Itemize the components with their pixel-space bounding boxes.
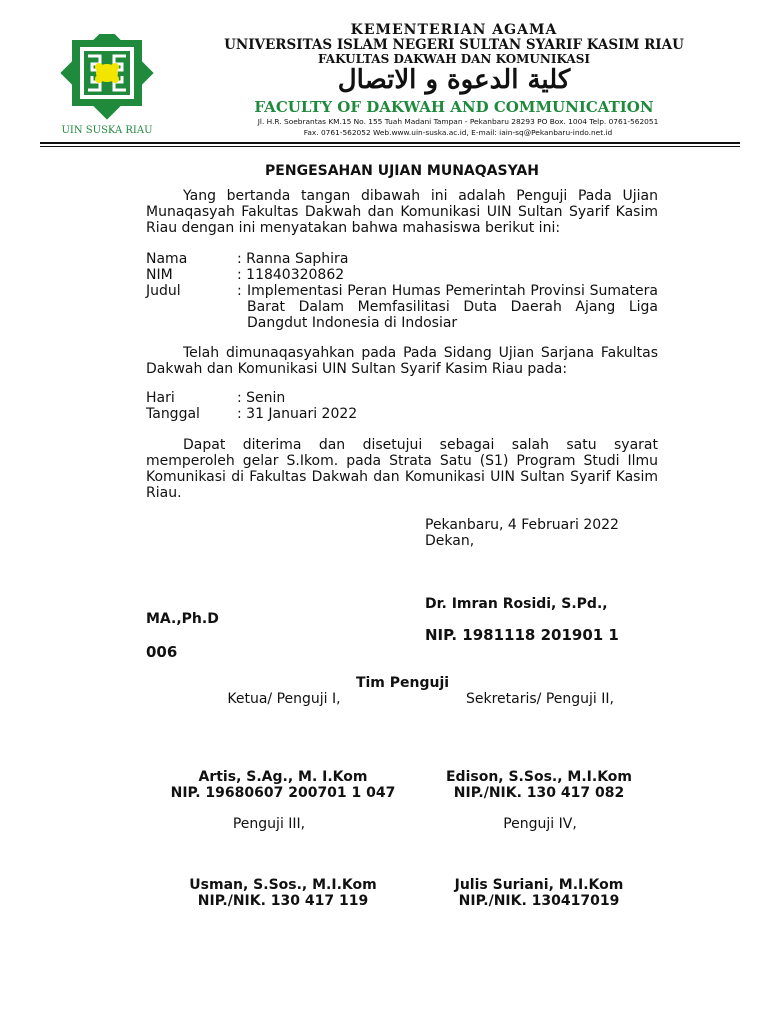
nim-label: NIM [146, 267, 173, 283]
examiner-2-role: Sekretaris/ Penguji II, [466, 691, 614, 707]
judul-colon: : [237, 283, 242, 299]
examiner-1-name: Artis, S.Ag., M. I.Kom [198, 769, 368, 785]
place-date: Pekanbaru, 4 Februari 2022 [425, 517, 619, 533]
faculty-name-en: FACULTY OF DAKWAH AND COMMUNICATION [254, 98, 654, 116]
nama-value: : Ranna Saphira [237, 251, 349, 267]
logo-caption: UIN SUSKA RIAU [61, 125, 153, 136]
dean-name: Dr. Imran Rosidi, S.Pd., [425, 596, 608, 612]
contact-line: Fax. 0761-562052 Web.www.uin-suska.ac.id, E-mail: iain-sq@Pekanbaru-indo.net.id [303, 128, 613, 137]
examiner-4-nip: NIP./NIK. 130417019 [458, 893, 620, 909]
intro-paragraph: Yang bertanda tangan dibawah ini adalah Penguji Pada Ujian Munaqasyah Fakultas Dakwah dan Komunikasi UIN Sultan Syarif Kasim Riau dengan ini menyatakan bahwa mahasiswa berikut ini: [146, 188, 658, 236]
address-line: Jl. H.R. Soebrantas KM.15 No. 155 Tuah Madani Tampan - Pekanbaru 28293 PO Box. 1004 Telp. 0761-562051 [257, 117, 659, 126]
faculty-name-ar: كلية الدعوة و الاتصال [337, 65, 571, 95]
nama-label: Nama [146, 251, 188, 267]
examiners-heading: Tim Penguji [355, 675, 450, 691]
judul-label: Judul [146, 283, 181, 299]
dean-name-cont: MA.,Ph.D [146, 611, 219, 627]
tanggal-value: : 31 Januari 2022 [237, 406, 358, 422]
examiner-2-name: Edison, S.Sos., M.I.Kom [445, 769, 633, 785]
dean-nip: NIP. 1981118 201901 1 [425, 626, 619, 644]
hari-value: : Senin [237, 390, 286, 406]
examiner-3-nip: NIP./NIK. 130 417 119 [197, 893, 369, 909]
faculty-name-id: FAKULTAS DAKWAH DAN KOMUNIKASI [317, 52, 591, 66]
university-logo [44, 34, 170, 124]
nim-value: : 11840320862 [237, 267, 345, 283]
sidang-paragraph: Telah dimunaqasyahkan pada Pada Sidang Ujian Sarjana Fakultas Dakwah dan Komunikasi UIN Sultan Syarif Kasim Riau pada: [146, 345, 658, 377]
approval-paragraph: Dapat diterima dan disetujui sebagai salah satu syarat memperoleh gelar S.Ikom. pada Strata Satu (S1) Program Studi Ilmu Komunikasi di Fakultas Dakwah dan Komunikasi UIN Sultan Syarif Kasim Riau. [146, 437, 658, 501]
examiner-2-nip: NIP./NIK. 130 417 082 [453, 785, 625, 801]
dean-nip-cont: 006 [146, 643, 178, 661]
examiner-3-role: Penguji III, [232, 816, 306, 832]
hari-label: Hari [146, 390, 175, 406]
ministry-name: KEMENTERIAN AGAMA [350, 22, 558, 38]
document-title: PENGESAHAN UJIAN MUNAQASYAH [265, 163, 539, 179]
header-divider-thin [40, 146, 740, 147]
tanggal-label: Tanggal [146, 406, 200, 422]
examiner-4-role: Penguji IV, [503, 816, 577, 832]
examiner-4-name: Julis Suriani, M.I.Kom [454, 877, 624, 893]
dean-role: Dekan, [425, 533, 475, 549]
university-name: UNIVERSITAS ISLAM NEGERI SULTAN SYARIF KASIM RIAU [224, 37, 684, 53]
judul-value: Implementasi Peran Humas Pemerintah Provinsi Sumatera Barat Dalam Memfasilitasi Duta Daerah Ajang Liga Dangdut Indonesia di Indosiar [247, 283, 658, 331]
examiner-1-nip: NIP. 19680607 200701 1 047 [170, 785, 396, 801]
header-divider-thick [40, 142, 740, 144]
examiner-3-name: Usman, S.Sos., M.I.Kom [189, 877, 377, 893]
examiner-1-role: Ketua/ Penguji I, [227, 691, 341, 707]
